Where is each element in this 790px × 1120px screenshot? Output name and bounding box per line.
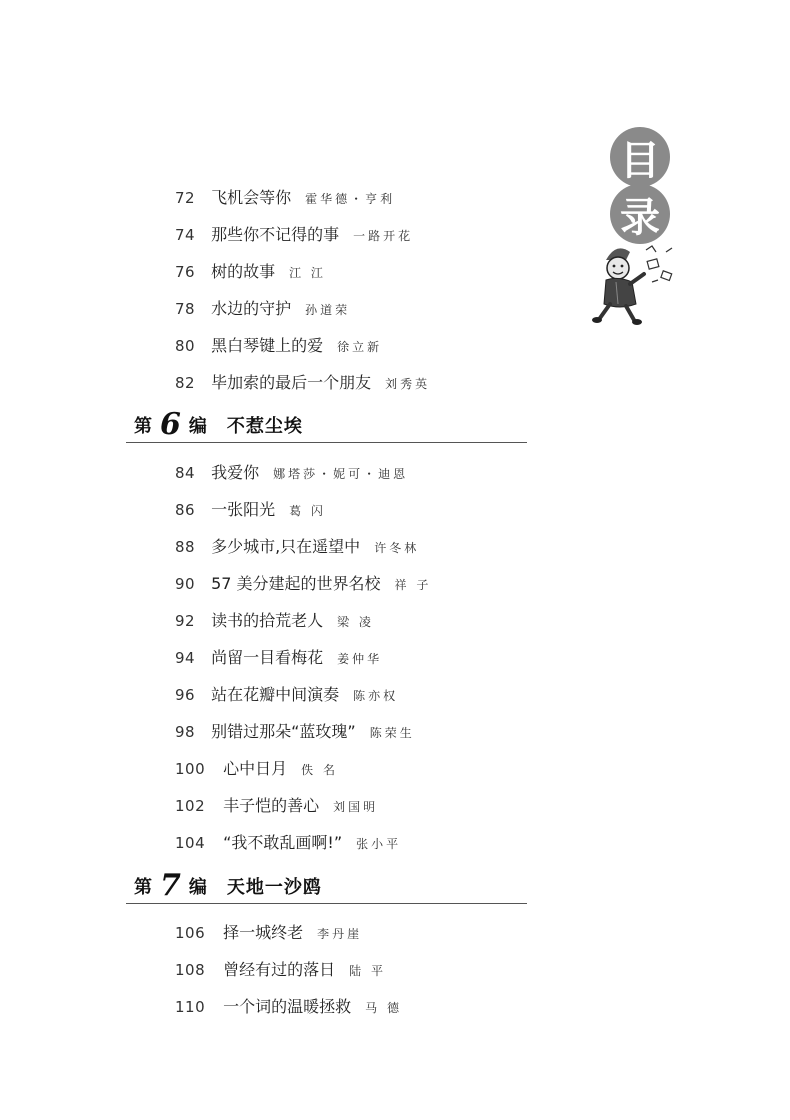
section-title: 不惹尘埃 <box>226 416 303 437</box>
page-number: 82 <box>175 374 196 392</box>
page-number: 108 <box>175 961 206 979</box>
entry-title: 曾经有过的落日 <box>223 960 336 979</box>
entry-author: 葛 闪 <box>289 504 326 518</box>
page-number: 86 <box>175 501 196 519</box>
entry-author: 孙道荣 <box>305 303 351 317</box>
page-number: 72 <box>175 189 196 207</box>
toc-entry[interactable] <box>175 497 326 523</box>
entry-author: 娜塔莎・妮可・迪恩 <box>273 467 409 481</box>
contents-heading-char-2: 录 <box>610 184 670 244</box>
entry-title: 毕加索的最后一个朋友 <box>211 373 372 392</box>
section-number: 7 <box>160 868 181 903</box>
entry-title: 尚留一目看梅花 <box>211 648 324 667</box>
section-lead: 第 <box>134 877 152 898</box>
entry-author: 马 德 <box>365 1001 402 1015</box>
page-number: 104 <box>175 834 206 852</box>
toc-entry[interactable] <box>175 994 402 1020</box>
page-number: 80 <box>175 337 196 355</box>
entry-author: 李丹崖 <box>317 927 363 941</box>
section-lead: 第 <box>134 416 152 437</box>
mascot-illustration <box>586 238 686 328</box>
toc-entry[interactable] <box>175 682 398 708</box>
section-tail: 编 <box>188 877 207 898</box>
entry-title: 我爱你 <box>211 463 260 482</box>
entry-author: 祥 子 <box>394 578 432 592</box>
toc-entry[interactable] <box>175 534 419 560</box>
toc-entry[interactable] <box>175 608 374 634</box>
entry-author: 陆 平 <box>349 964 386 978</box>
page-number: 106 <box>175 924 206 942</box>
section-tail: 编 <box>188 416 207 437</box>
entry-title: 树的故事 <box>211 262 276 281</box>
toc-entry[interactable] <box>175 185 395 211</box>
toc-entry[interactable] <box>175 222 413 248</box>
page-number: 78 <box>175 300 196 318</box>
entry-title: 黑白琴键上的爱 <box>211 336 324 355</box>
entry-author: 陈亦权 <box>353 689 399 703</box>
page-number: 84 <box>175 464 196 482</box>
entry-title: 读书的拾荒老人 <box>211 611 324 630</box>
entry-title: 57 美分建起的世界名校 <box>211 574 381 593</box>
page-number: 76 <box>175 263 196 281</box>
entry-author: 刘秀英 <box>385 377 431 391</box>
entry-title: “我不敢乱画啊!” <box>223 833 343 852</box>
page-number: 102 <box>175 797 206 815</box>
toc-entry[interactable] <box>175 830 401 856</box>
page-number: 88 <box>175 538 196 556</box>
entry-author: 姜仲华 <box>337 652 383 666</box>
page-number: 96 <box>175 686 196 704</box>
entry-author: 梁 凌 <box>337 615 374 629</box>
page-number: 94 <box>175 649 196 667</box>
entry-author: 江 江 <box>289 266 326 280</box>
page-number: 110 <box>175 998 206 1016</box>
toc-entry[interactable] <box>175 370 430 396</box>
section-title: 天地一沙鸥 <box>226 877 322 898</box>
section-header-6 <box>126 408 527 443</box>
entry-author: 徐立新 <box>337 340 383 354</box>
entry-title: 飞机会等你 <box>211 188 292 207</box>
page-number: 90 <box>175 575 196 593</box>
toc-entry[interactable] <box>175 333 382 359</box>
entry-title: 一个词的温暖拯救 <box>223 997 352 1016</box>
entry-title: 站在花瓣中间演奏 <box>211 685 340 704</box>
section-header-7 <box>126 869 527 904</box>
entry-title: 一张阳光 <box>211 500 276 519</box>
entry-title: 多少城市,只在遥望中 <box>211 537 361 556</box>
toc-entry[interactable] <box>175 719 415 745</box>
entry-author: 佚 名 <box>301 763 338 777</box>
entry-author: 陈荣生 <box>369 726 415 740</box>
section-number: 6 <box>160 407 181 442</box>
entry-title: 水边的守护 <box>211 299 292 318</box>
entry-author: 张小平 <box>356 837 402 851</box>
entry-author: 霍华德・亨利 <box>305 192 396 206</box>
toc-entry[interactable] <box>175 460 408 486</box>
toc-entry[interactable] <box>175 296 350 322</box>
entry-title: 择一城终老 <box>223 923 304 942</box>
toc-entry[interactable] <box>175 645 382 671</box>
toc-entry[interactable] <box>175 756 338 782</box>
toc-entry[interactable] <box>175 259 326 285</box>
page-number: 100 <box>175 760 206 778</box>
toc-entry[interactable] <box>175 920 362 946</box>
page-number: 74 <box>175 226 196 244</box>
toc-entry[interactable] <box>175 571 431 597</box>
contents-heading-char-1: 目 <box>610 127 670 187</box>
toc-entry[interactable] <box>175 793 378 819</box>
entry-title: 别错过那朵“蓝玫瑰” <box>211 722 356 741</box>
entry-title: 那些你不记得的事 <box>211 225 340 244</box>
page-number: 98 <box>175 723 196 741</box>
toc-entry[interactable] <box>175 957 386 983</box>
entry-author: 一路开花 <box>353 229 414 243</box>
entry-author: 许冬林 <box>374 541 420 555</box>
entry-title: 丰子恺的善心 <box>223 796 320 815</box>
entry-title: 心中日月 <box>223 759 288 778</box>
page-number: 92 <box>175 612 196 630</box>
entry-author: 刘国明 <box>333 800 379 814</box>
